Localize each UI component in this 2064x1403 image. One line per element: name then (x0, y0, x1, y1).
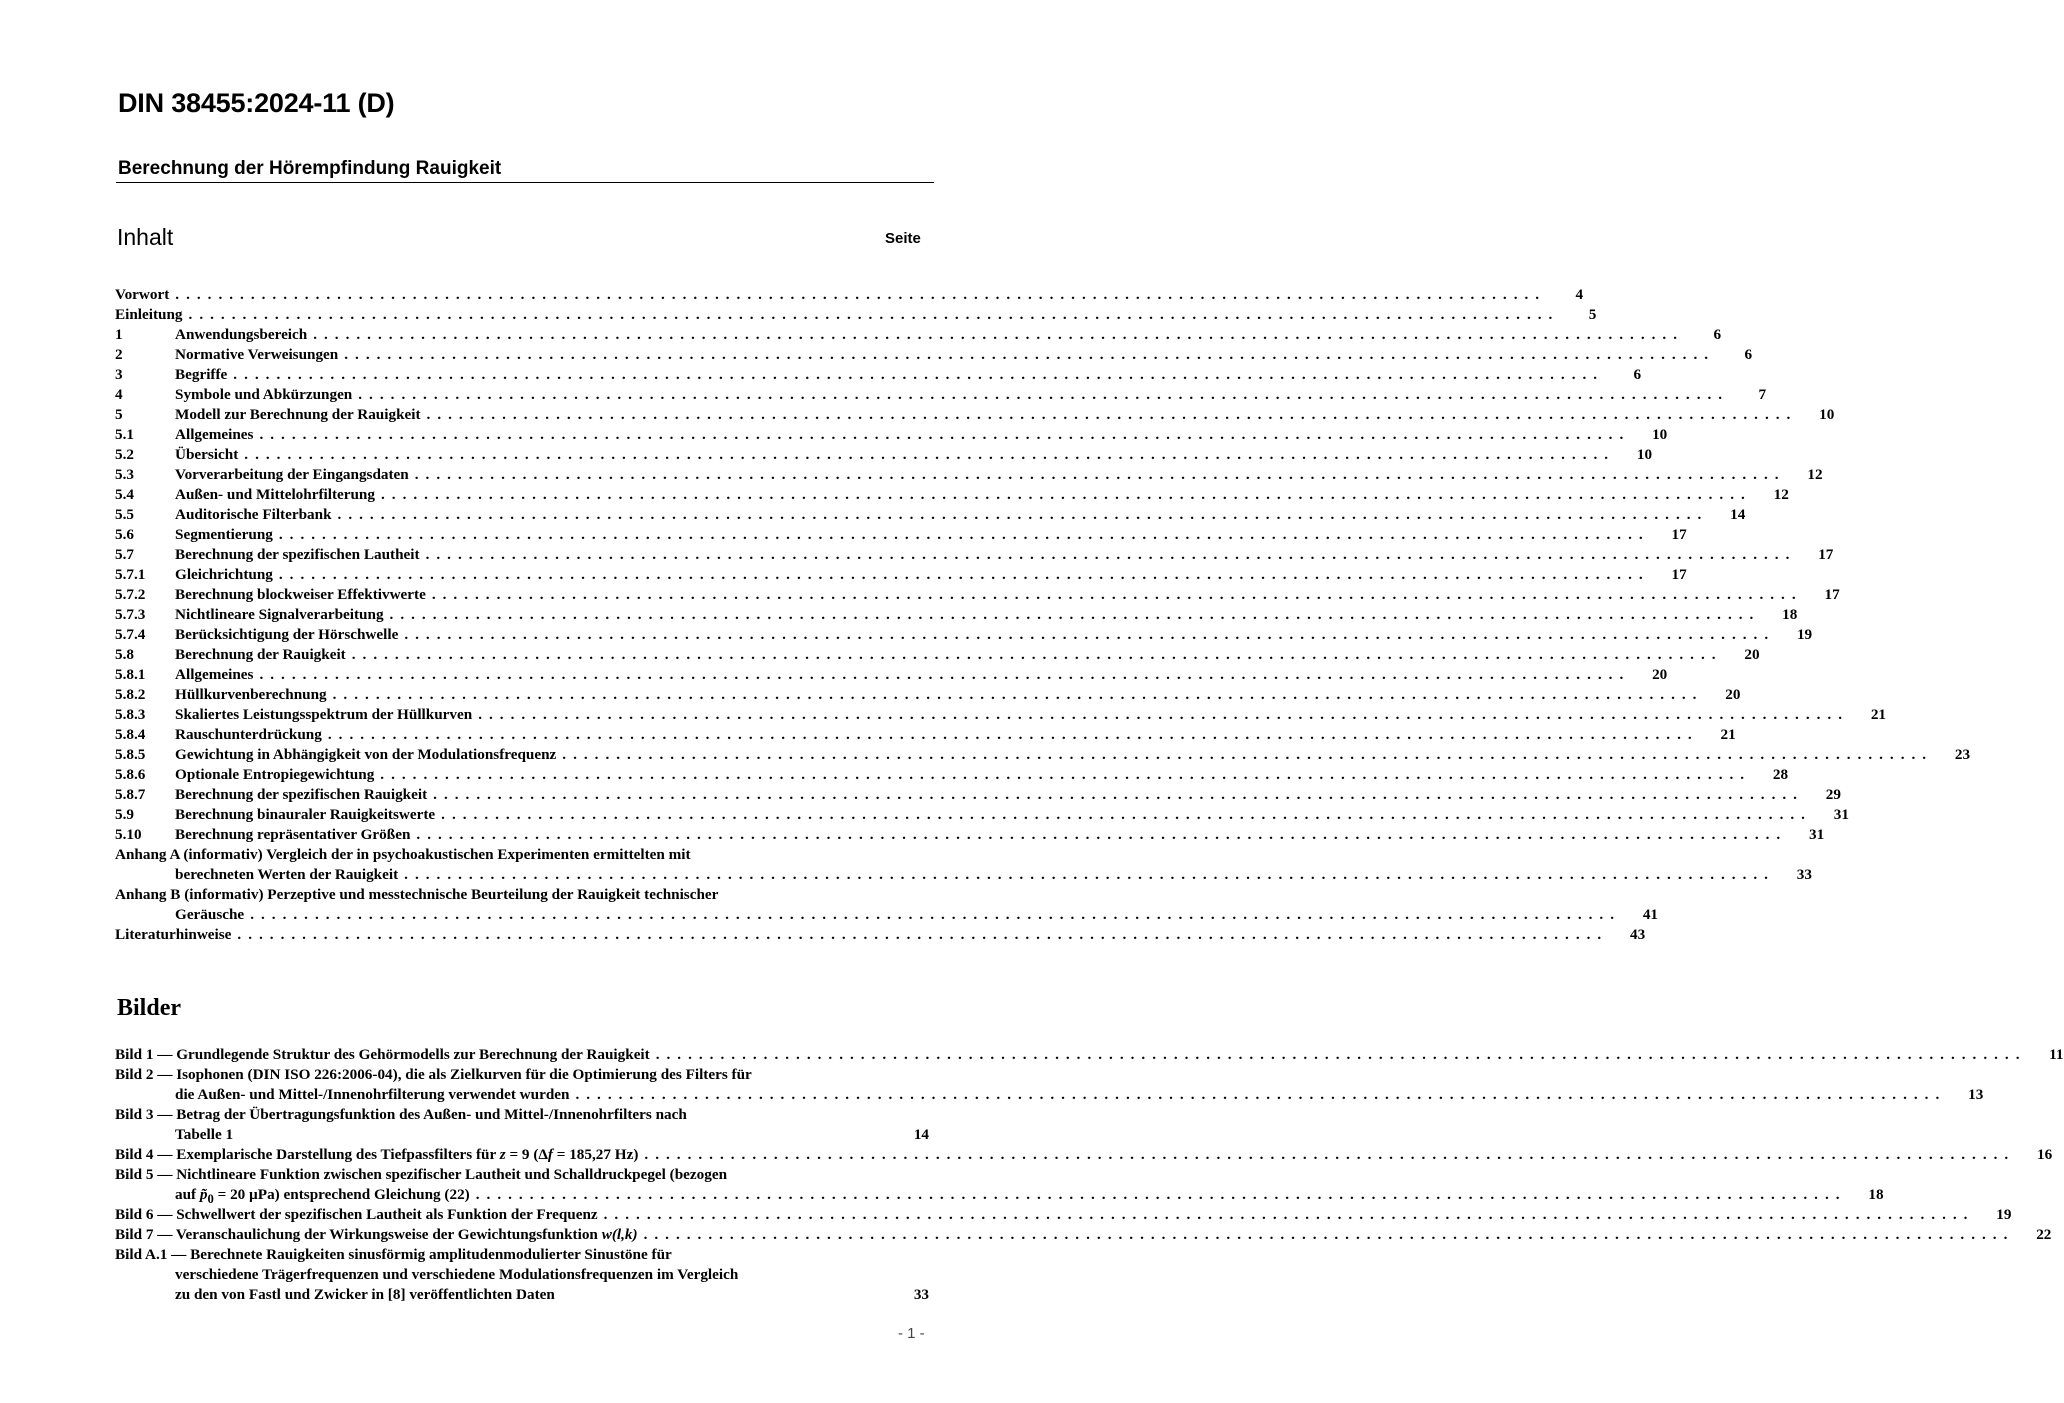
toc-entry-page: 19 (1796, 626, 1813, 643)
toc-entry-page: 21 (1720, 726, 1736, 743)
dot-leader (381, 485, 1745, 505)
toc-entry-title: Hüllkurvenberechnung (175, 686, 327, 703)
dot-leader (390, 605, 1754, 625)
toc-heading: Inhalt (117, 224, 174, 250)
toc-entry-number: 5.8.2 (115, 686, 146, 703)
toc-entry-title: Berücksichtigung der Hörschwelle (175, 626, 399, 643)
toc-entry-page: 4 (1575, 286, 1584, 303)
figure-title: Bild A.1 — Berechnete Rauigkeiten sinusförmig amplitudenmodulierter Sinustöne für (115, 1246, 672, 1263)
toc-entry-page: 10 (1652, 426, 1668, 443)
toc-entry-page: 6 (1713, 326, 1722, 343)
dot-leader (562, 745, 1926, 765)
toc-entry-number: 5.3 (115, 466, 134, 483)
figure-page: 13 (1968, 1086, 1984, 1103)
toc-entry[interactable] (115, 485, 1789, 505)
toc-annex-entry-continued[interactable] (115, 905, 1658, 925)
dot-leader (644, 1225, 2008, 1245)
toc-entry-title: Rauschunterdrückung (175, 726, 322, 743)
toc-entry-title: Berechnung binauraler Rauigkeitswerte (175, 806, 436, 823)
dot-leader (358, 385, 1722, 405)
toc-entry-title: Anwendungsbereich (175, 326, 308, 343)
toc-entry[interactable] (115, 405, 1835, 425)
toc-entry[interactable] (115, 665, 1668, 685)
figure-title: Bild 3 — Betrag der Übertragungsfunktion des Außen- und Mittel-/Innenohrfilters nach (115, 1106, 687, 1123)
page-number: - 1 - (898, 1325, 925, 1342)
figure-entry-continued[interactable] (115, 1265, 929, 1285)
toc-entry-number: 5.7.2 (115, 586, 146, 603)
toc-entry[interactable] (115, 285, 1584, 305)
dot-leader (338, 505, 1702, 525)
toc-entry[interactable] (115, 765, 1789, 785)
toc-entry-page: 12 (1773, 486, 1789, 503)
toc-annex-entry-continued[interactable] (115, 865, 1812, 885)
figure-entry[interactable] (115, 1105, 929, 1125)
toc-entry-page: 18 (1782, 606, 1798, 623)
toc-entry[interactable] (115, 585, 1840, 605)
toc-entry-number: 3 (115, 366, 123, 383)
toc-entry-title: Gleichrichtung (175, 566, 273, 583)
toc-entry-page: 20 (1652, 666, 1668, 683)
figure-entry-continued[interactable] (115, 1185, 1884, 1207)
table-of-contents (115, 285, 1971, 945)
toc-entry-page: 17 (1824, 586, 1840, 603)
figure-title-continued: die Außen- und Mittel-/Innenohrfilterung verwendet wurden (175, 1086, 570, 1103)
dot-leader (333, 685, 1697, 705)
toc-entry-number: 5.7.3 (115, 606, 146, 623)
dot-leader (279, 525, 1643, 545)
toc-entry-page: 12 (1807, 466, 1823, 483)
toc-entry-page: 10 (1819, 406, 1835, 423)
toc-entry-page: 21 (1870, 706, 1886, 723)
toc-entry-title: Symbole und Abkürzungen (175, 386, 353, 403)
toc-entry-number: 5.7 (115, 546, 134, 563)
figure-page: 33 (913, 1286, 929, 1303)
toc-entry-title: Auditorische Filterbank (175, 506, 332, 523)
dot-leader (313, 325, 1677, 345)
toc-entry[interactable] (115, 545, 1834, 565)
toc-entry-title: Modell zur Berechnung der Rauigkeit (175, 406, 421, 423)
toc-entry-title: Optionale Entropiegewichtung (175, 766, 375, 783)
dot-leader (604, 1205, 1968, 1225)
toc-annex-title: Anhang B (informativ) Perzeptive und messtechnische Beurteilung der Rauigkeit technischer (115, 886, 719, 903)
toc-entry-page: 28 (1772, 766, 1789, 783)
toc-entry-page: 23 (1954, 746, 1971, 763)
toc-entry[interactable] (115, 325, 1722, 345)
toc-entry-title: Vorwort (115, 286, 170, 303)
toc-annex-title-continued: Geräusche (175, 906, 245, 923)
dot-leader (404, 625, 1768, 645)
dot-leader (427, 405, 1791, 425)
list-of-figures (115, 1045, 2064, 1305)
dot-leader (250, 905, 1614, 925)
toc-entry-page: 7 (1758, 386, 1767, 403)
figure-title-continued: zu den von Fastl und Zwicker in [8] veröffentlichten Daten (175, 1286, 555, 1303)
dot-leader (644, 1145, 2008, 1165)
toc-entry-number: 5.8 (115, 646, 134, 663)
toc-entry-number: 5 (115, 406, 123, 423)
toc-entry-number: 5.4 (115, 486, 134, 503)
toc-entry[interactable] (115, 605, 1798, 625)
figure-entry[interactable] (115, 1225, 2052, 1245)
toc-entry-title: Allgemeines (175, 426, 254, 443)
toc-entry-title: Berechnung der Rauigkeit (175, 646, 346, 663)
page-column-label: Seite (885, 230, 921, 247)
figures-heading: Bilder (117, 995, 181, 1021)
toc-entry[interactable] (115, 825, 1825, 845)
dot-leader (244, 445, 1608, 465)
toc-entry-page: 6 (1633, 366, 1642, 383)
toc-annex-title: Anhang A (informativ) Vergleich der in psychoakustischen Experimenten ermittelten mit (115, 846, 691, 863)
toc-entry-title: Übersicht (175, 446, 239, 463)
dot-leader (656, 1045, 2020, 1065)
toc-entry-page: 31 (1833, 806, 1849, 823)
toc-entry-page: 17 (1818, 546, 1834, 563)
toc-entry[interactable] (115, 625, 1813, 645)
figure-page: 18 (1868, 1186, 1884, 1203)
toc-entry[interactable] (115, 785, 1841, 805)
figure-entry[interactable] (115, 1145, 2053, 1165)
document-id: DIN 38455:2024-11 (D) (118, 88, 395, 118)
dot-leader (426, 545, 1790, 565)
dot-leader (344, 345, 1708, 365)
toc-entry-title: Gewichtung in Abhängigkeit von der Modulationsfrequenz (175, 746, 557, 763)
figure-entry[interactable] (115, 1165, 929, 1185)
toc-entry[interactable] (115, 425, 1668, 445)
figure-title: Bild 6 — Schwellwert der spezifischen Lautheit als Funktion der Frequenz (115, 1206, 598, 1223)
toc-annex-entry[interactable] (115, 885, 929, 905)
toc-entry-title: Berechnung der spezifischen Rauigkeit (175, 786, 428, 803)
toc-entry[interactable] (115, 345, 1753, 365)
toc-entry-number: 5.5 (115, 506, 134, 523)
figure-entry[interactable] (115, 1045, 2064, 1065)
toc-entry-number: 5.2 (115, 446, 134, 463)
toc-entry-page: 17 (1671, 526, 1687, 543)
toc-entry-page: 5 (1588, 306, 1597, 323)
dot-leader (415, 465, 1779, 485)
toc-entry-number: 5.8.3 (115, 706, 146, 723)
figure-page: 19 (1996, 1206, 2012, 1223)
toc-entry-page: 29 (1825, 786, 1841, 803)
figure-page: 22 (2036, 1226, 2052, 1243)
dot-leader (476, 1185, 1840, 1205)
toc-entry-number: 1 (115, 326, 123, 343)
toc-entry-number: 5.8.7 (115, 786, 146, 803)
toc-entry[interactable] (115, 725, 1736, 745)
figure-page: 16 (2037, 1146, 2053, 1163)
dot-leader (478, 705, 1842, 725)
toc-entry[interactable] (115, 645, 1760, 665)
figure-title: Bild 7 — Veranschaulichung der Wirkungsweise der Gewichtungsfunktion w(l,k) (115, 1226, 638, 1243)
toc-annex-entry[interactable] (115, 845, 929, 865)
toc-entry[interactable] (115, 525, 1687, 545)
dot-leader (279, 565, 1643, 585)
toc-entry-number: 5.8.1 (115, 666, 146, 683)
figure-title: Bild 5 — Nichtlineare Funktion zwischen spezifischer Lautheit und Schalldruckpegel (bezogen (115, 1166, 728, 1183)
toc-entry[interactable] (115, 445, 1653, 465)
toc-entry-page: 20 (1744, 646, 1760, 663)
dot-leader (233, 365, 1597, 385)
toc-entry[interactable] (115, 305, 1597, 325)
figure-title-continued: verschiedene Trägerfrequenzen und verschiedene Modulationsfrequenzen im Vergleich (175, 1266, 739, 1283)
toc-entry-number: 2 (115, 346, 123, 363)
dot-leader (237, 925, 1601, 945)
figure-entry-continued[interactable] (115, 1085, 1984, 1105)
toc-entry-page: 14 (1730, 506, 1746, 523)
toc-entry-title: Segmentierung (175, 526, 273, 543)
toc-entry-number: 5.8.4 (115, 726, 146, 743)
toc-entry-title: Außen- und Mittelohrfilterung (175, 486, 375, 503)
dot-leader (433, 785, 1797, 805)
figure-title: Bild 1 — Grundlegende Struktur des Gehörmodells zur Berechnung der Rauigkeit (115, 1046, 650, 1063)
toc-entry-number: 5.7.4 (115, 626, 146, 643)
figure-entry[interactable] (115, 1205, 2012, 1225)
dot-leader (432, 585, 1796, 605)
toc-entry-number: 5.6 (115, 526, 134, 543)
figure-title: Bild 2 — Isophonen (DIN ISO 226:2006-04), die als Zielkurven für die Optimierung des Filters für (115, 1066, 752, 1083)
toc-entry-number: 5.8.6 (115, 766, 146, 783)
title-rule (116, 182, 934, 183)
toc-entry-page: 6 (1744, 346, 1753, 363)
toc-entry[interactable] (115, 745, 1971, 765)
figure-page: 11 (2049, 1046, 2064, 1063)
dot-leader (380, 765, 1744, 785)
toc-bibliography-entry[interactable] (115, 925, 1646, 945)
figure-entry[interactable] (115, 1065, 929, 1085)
toc-entry-page: 10 (1636, 446, 1653, 463)
toc-entry[interactable] (115, 385, 1767, 405)
toc-annex-title-continued: berechneten Werten der Rauigkeit (175, 866, 399, 883)
toc-entry-number: 5.1 (115, 426, 134, 443)
figure-entry-continued[interactable] (115, 1285, 929, 1305)
toc-entry-title: Skaliertes Leistungsspektrum der Hüllkurven (175, 706, 473, 723)
dot-leader (259, 665, 1623, 685)
toc-bibliography-page: 43 (1630, 926, 1646, 943)
toc-entry[interactable] (115, 365, 1642, 385)
figure-entry-continued[interactable] (115, 1125, 929, 1145)
toc-bibliography-title: Literaturhinweise (115, 926, 232, 943)
toc-entry[interactable] (115, 685, 1741, 705)
toc-entry[interactable] (115, 465, 1823, 485)
toc-entry-page: 20 (1725, 686, 1741, 703)
dot-leader (404, 865, 1768, 885)
toc-entry-page: 31 (1809, 826, 1825, 843)
toc-annex-page: 33 (1796, 866, 1812, 883)
toc-entry-title: Berechnung repräsentativer Größen (175, 826, 411, 843)
dot-leader (416, 825, 1780, 845)
toc-entry[interactable] (115, 565, 1687, 585)
document-title: Berechnung der Hörempfindung Rauigkeit (118, 158, 502, 179)
dot-leader (328, 725, 1692, 745)
dot-leader (575, 1085, 1939, 1105)
toc-entry-title: Allgemeines (175, 666, 254, 683)
toc-entry-page: 17 (1671, 566, 1687, 583)
toc-entry-title: Nichtlineare Signalverarbeitung (175, 606, 384, 623)
figure-title-continued: Tabelle 1 (175, 1126, 234, 1143)
toc-entry-number: 5.7.1 (115, 566, 146, 583)
figure-title: Bild 4 — Exemplarische Darstellung des Tiefpassfilters für z = 9 (Δf = 185,27 Hz) (115, 1146, 639, 1163)
toc-entry-title: Begriffe (175, 366, 228, 383)
toc-entry-number: 5.10 (115, 826, 142, 843)
toc-entry-title: Berechnung blockweiser Effektivwerte (175, 586, 426, 603)
toc-entry-title: Berechnung der spezifischen Lautheit (175, 546, 420, 563)
toc-entry-title: Normative Verweisungen (175, 346, 339, 363)
dot-leader (259, 425, 1623, 445)
toc-entry-number: 5.9 (115, 806, 134, 823)
toc-entry-title: Einleitung (115, 306, 183, 323)
toc-entry[interactable] (115, 505, 1746, 525)
toc-annex-page: 41 (1642, 906, 1658, 923)
figure-entry[interactable] (115, 1245, 929, 1265)
toc-entry-title: Vorverarbeitung der Eingangsdaten (175, 466, 409, 483)
figure-title-continued: auf $p̃_0 = 20$ µPa) entsprechend Gleichung (22) (175, 1186, 470, 1207)
dot-leader (352, 645, 1716, 665)
toc-entry[interactable] (115, 805, 1849, 825)
dot-leader (175, 285, 1539, 305)
dot-leader (189, 305, 1553, 325)
dot-leader (441, 805, 1805, 825)
toc-entry-number: 4 (115, 386, 123, 403)
toc-entry[interactable] (115, 705, 1886, 725)
toc-entry-number: 5.8.5 (115, 746, 146, 763)
figure-page: 14 (913, 1126, 929, 1143)
